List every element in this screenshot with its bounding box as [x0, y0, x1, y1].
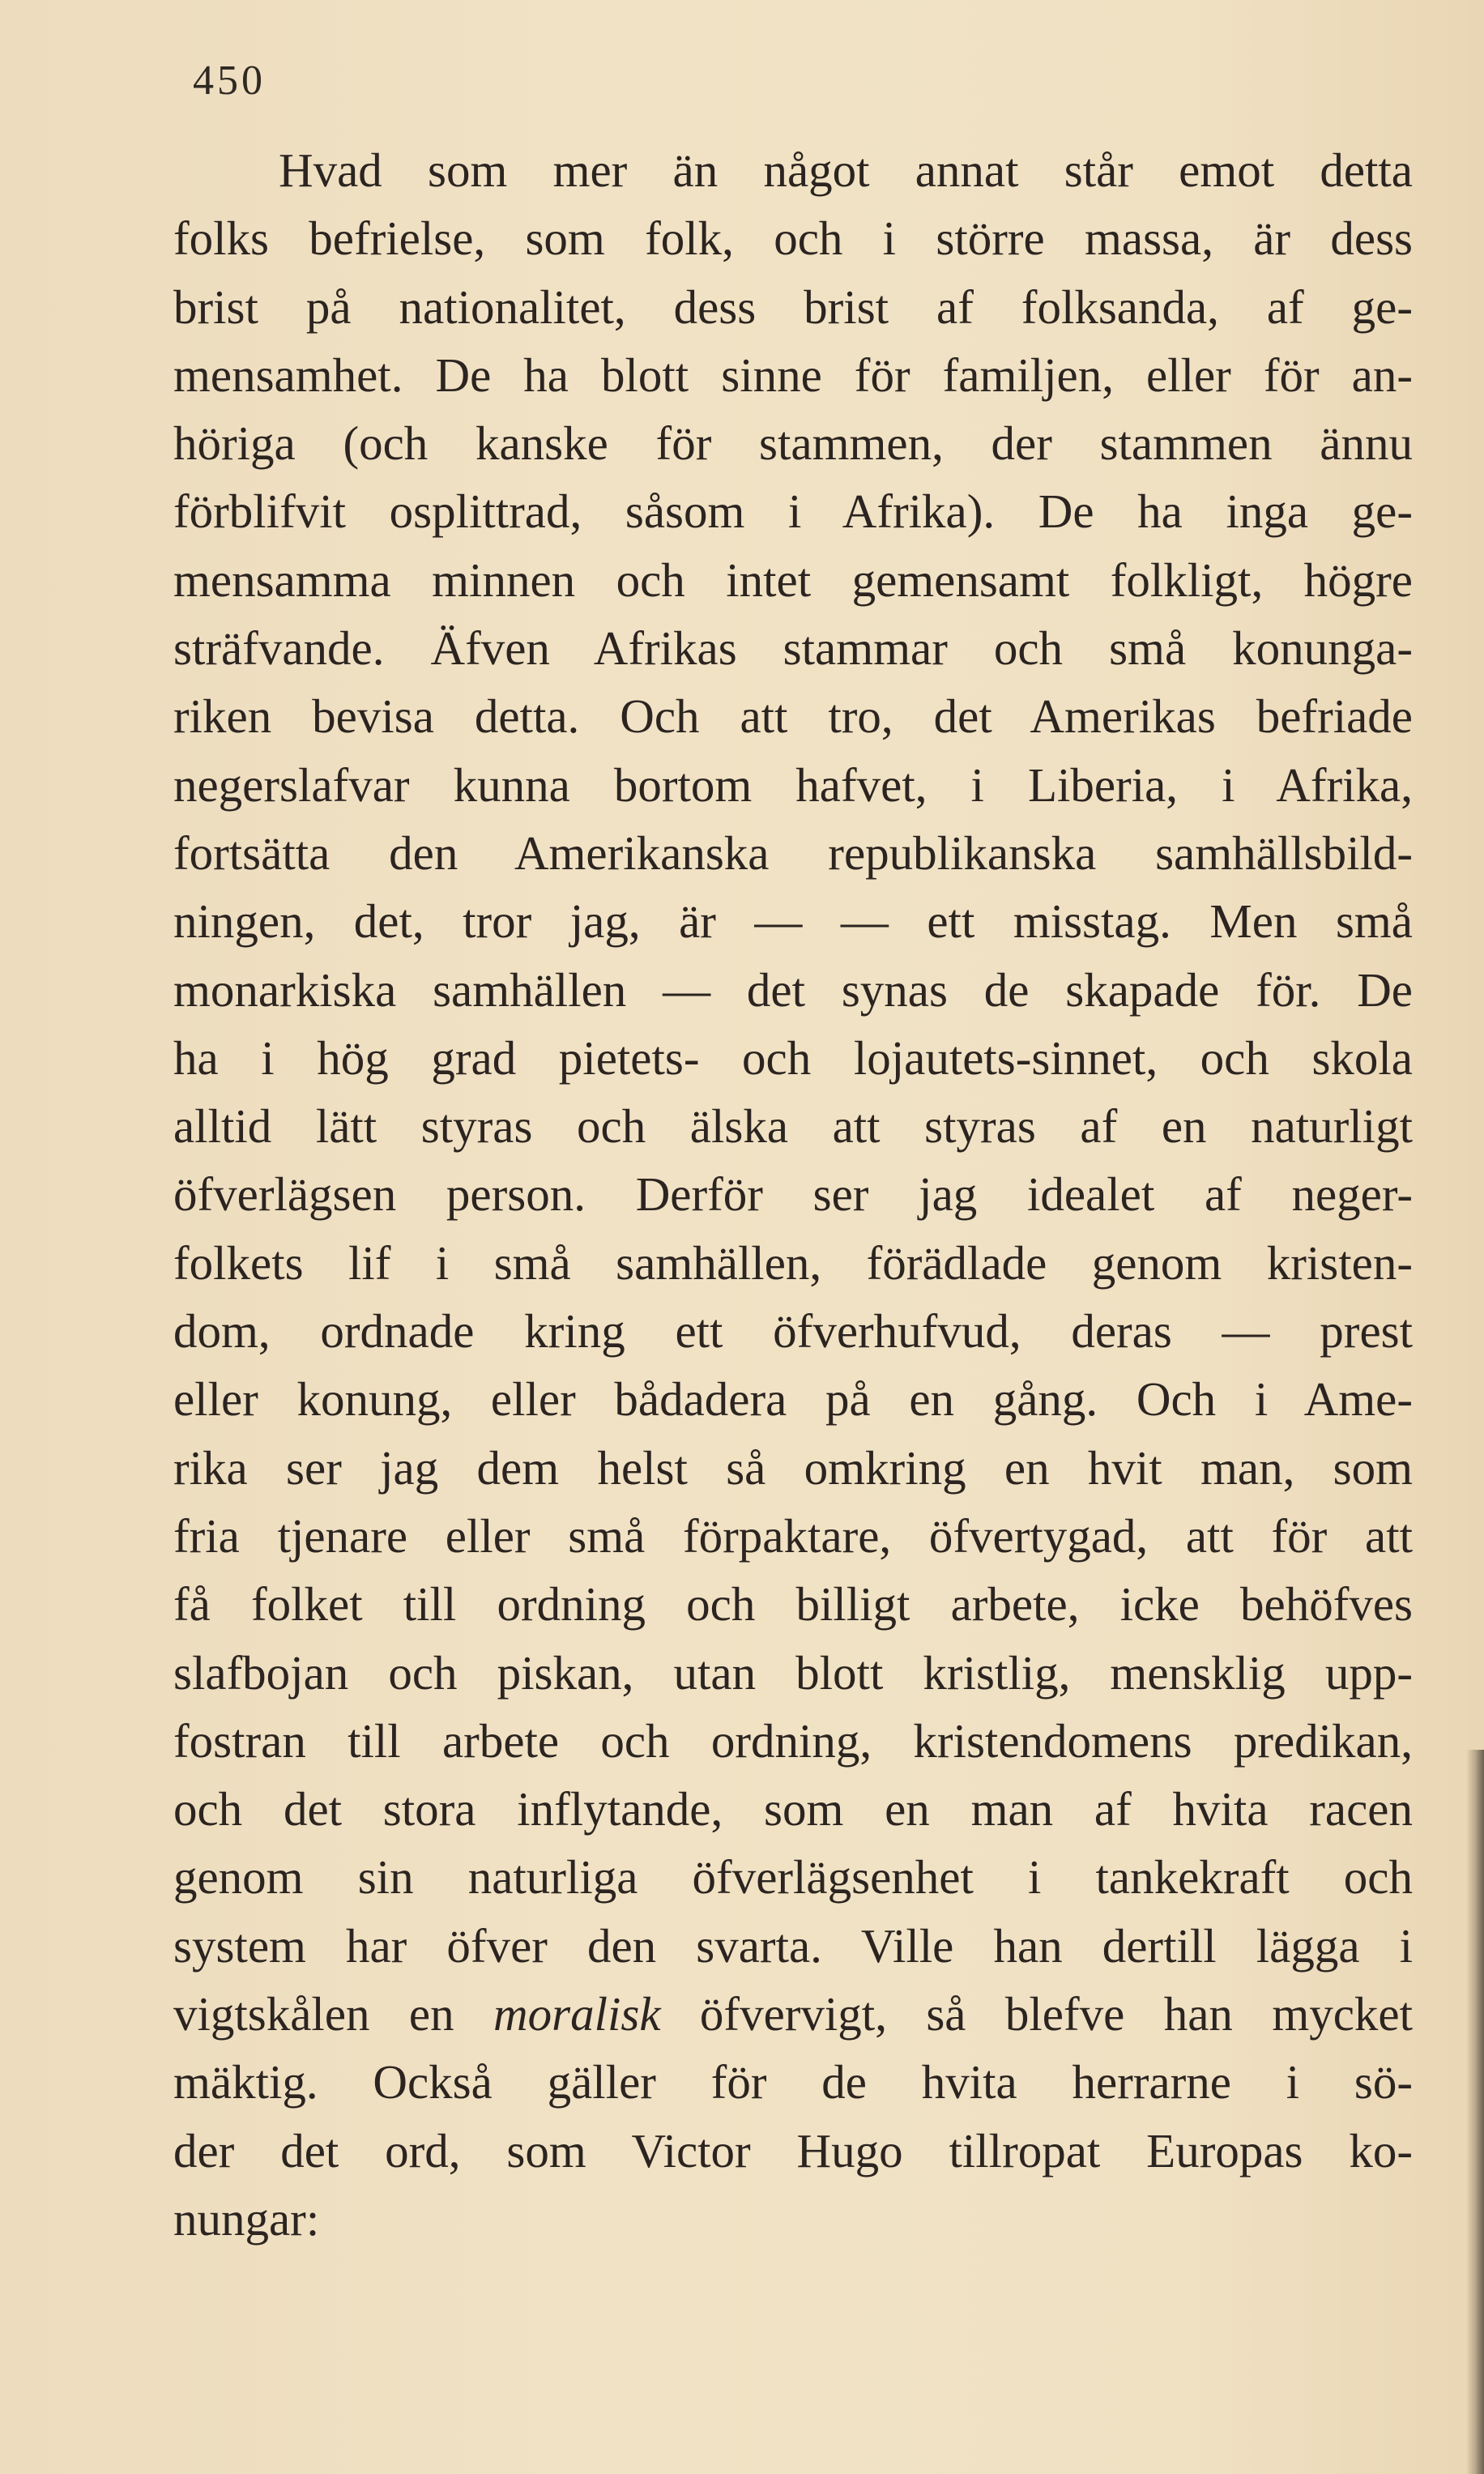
text-line: mensamma minnen och intet gemensamt folkligt, högre — [173, 552, 1413, 607]
text-line: folkets lif i små samhällen, förädlade genom kristen- — [173, 1235, 1413, 1290]
text-line: få folket till ordning och billigt arbete, icke behöfves — [173, 1577, 1413, 1632]
text-line: system har öfver den svarta. Ville han dertill lägga i — [173, 1918, 1413, 1973]
text-line: mäktig. Också gäller för de hvita herrarne i sö- — [173, 2055, 1413, 2109]
text-segment: vigtskålen en — [173, 1987, 494, 2041]
text-line: der det ord, som Victor Hugo tillropat Europas ko- — [173, 2123, 1413, 2178]
text-line: slafbojan och piskan, utan blott kristlig, mensklig upp- — [173, 1645, 1413, 1700]
text-line: förblifvit osplittrad, såsom i Afrika). De ha inga ge- — [173, 484, 1413, 539]
text-line: fostran till arbete och ordning, kristendomens predikan, — [173, 1713, 1413, 1768]
text-line: dom, ordnade kring ett öfverhufvud, deras — prest — [173, 1304, 1413, 1359]
text-line: öfverlägsen person. Derför ser jag idealet af neger- — [173, 1167, 1413, 1222]
text-line-with-emphasis — [173, 1980, 1413, 2048]
text-segment: öfvervigt, så blefve han mycket — [660, 1987, 1413, 2041]
text-line: och det stora inflytande, som en man af hvita racen — [173, 1782, 1413, 1836]
text-line: nungar: — [173, 2191, 320, 2246]
text-line: riken bevisa detta. Och att tro, det Amerikas befriade — [173, 689, 1413, 744]
text-line: höriga (och kanske för stammen, der stammen ännu — [173, 416, 1413, 471]
page-number: 450 — [193, 58, 266, 104]
text-line: alltid lätt styras och älska att styras af en naturligt — [173, 1099, 1413, 1154]
text-line: brist på nationalitet, dess brist af folksanda, af ge- — [173, 279, 1413, 334]
text-line: negerslafvar kunna bortom hafvet, i Liberia, i Afrika, — [173, 757, 1413, 812]
text-line: ningen, det, tror jag, är — — ett misstag. Men små — [173, 894, 1413, 949]
body-text — [173, 136, 1413, 2253]
text-line: fria tjenare eller små förpaktare, öfvertygad, att för att — [173, 1508, 1413, 1563]
text-line: rika ser jag dem helst så omkring en hvit man, som — [173, 1440, 1413, 1495]
text-line: mensamhet. De ha blott sinne för familjen, eller för an- — [173, 348, 1413, 402]
italic-emphasis: moralisk — [493, 1987, 661, 2041]
text-line: monarkiska samhällen — det synas de skapade för. De — [173, 962, 1413, 1017]
text-line: folks befrielse, som folk, och i större massa, är dess — [173, 211, 1413, 266]
page-edge-shadow — [1466, 1750, 1484, 2474]
text-line: Hvad som mer än något annat står emot detta — [279, 143, 1413, 197]
text-line: fortsätta den Amerikanska republikanska samhällsbild- — [173, 825, 1413, 880]
text-line: eller konung, eller bådadera på en gång. Och i Ame- — [173, 1372, 1413, 1427]
text-line: genom sin naturliga öfverlägsenhet i tankekraft och — [173, 1850, 1413, 1905]
text-line: ha i hög grad pietets- och lojautets-sinnet, och skola — [173, 1030, 1413, 1085]
text-line: sträfvande. Äfven Afrikas stammar och små konunga- — [173, 621, 1413, 676]
